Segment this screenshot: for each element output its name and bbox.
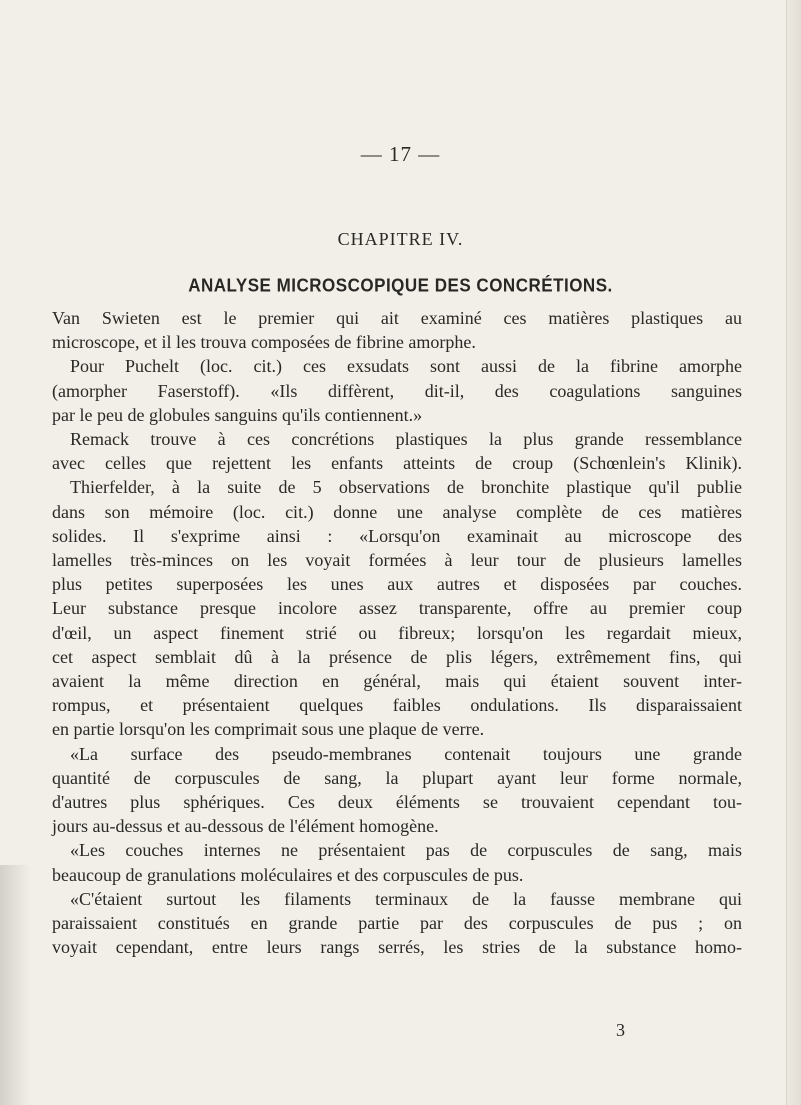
text-line: rompus, et présentaient quelques faibles ondulations. Ils disparaissaient [52, 695, 742, 716]
text-line: paraissaient constitués en grande partie par des corpuscules de pus ; on [52, 913, 742, 934]
chapter-heading: CHAPITRE IV. [337, 229, 464, 249]
text-line: Pour Puchelt (loc. cit.) ces exsudats sont aussi de la fibrine amorphe [70, 356, 742, 377]
section-title: ANALYSE MICROSCOPIQUE DES CONCRÉTIONS. [188, 275, 613, 296]
text-line: «Les couches internes ne présentaient pas de corpuscules de sang, mais [70, 840, 742, 861]
text-line: Thierfelder, à la suite de 5 observations de bronchite plastique qu'il publie [70, 477, 742, 498]
text-line: cet aspect semblait dû à la présence de plis légers, extrêmement fins, qui [52, 646, 742, 667]
text-line: (amorpher Faserstoff). «Ils diffèrent, dit-il, des coagulations sanguines [52, 380, 742, 401]
text-line: par le peu de globules sanguins qu'ils contiennent.» [52, 404, 423, 425]
text-line: dans son mémoire (loc. cit.) donne une analyse complète de ces matières [52, 501, 742, 522]
text-line: avec celles que rejettent les enfants atteints de croup (Schœnlein's Klinik). [52, 453, 742, 474]
text-line: «C'étaient surtout les filaments terminaux de la fausse membrane qui [70, 888, 742, 909]
text-line: beaucoup de granulations moléculaires et des corpuscules de pus. [52, 864, 524, 885]
text-line: solides. Il s'exprime ainsi : «Lorsqu'on examinait au microscope des [52, 525, 742, 546]
text-line: plus petites superposées les unes aux autres et disposées par couches. [52, 574, 742, 595]
text-line: voyait cependant, entre leurs rangs serrés, les stries de la substance homo- [52, 937, 742, 958]
text-line: avaient la même direction en général, mais qui étaient souvent inter- [52, 671, 742, 692]
text-line: Van Swieten est le premier qui ait examiné ces matières plastiques au [52, 308, 742, 328]
text-line: Remack trouve à ces concrétions plastiques la plus grande ressemblance [70, 429, 742, 450]
text-line: Leur substance presque incolore assez transparente, offre au premier coup [52, 598, 742, 619]
page-edge-shadow [0, 865, 30, 1105]
text-line: d'autres plus sphériques. Ces deux éléments se trouvaient cependant tou- [52, 792, 742, 813]
text-line: lamelles très-minces on les voyait formées à leur tour de plusieurs lamelles [52, 550, 742, 571]
page-number: — 17 — [360, 142, 441, 166]
body-text [52, 306, 742, 959]
text-line: jours au-dessus et au-dessous de l'élément homogène. [52, 816, 439, 837]
text-line: d'œil, un aspect finement strié ou fibreux; lorsqu'on les regardait mieux, [52, 622, 742, 643]
text-line: en partie lorsqu'on les comprimait sous une plaque de verre. [52, 719, 485, 740]
text-line: microscope, et il les trouva composées de fibrine amorphe. [52, 332, 476, 353]
signature-mark: 3 [616, 1020, 625, 1040]
text-line: quantité de corpuscules de sang, la plupart ayant leur forme normale, [52, 767, 742, 788]
text-line: «La surface des pseudo-membranes contenait toujours une grande [70, 743, 742, 764]
